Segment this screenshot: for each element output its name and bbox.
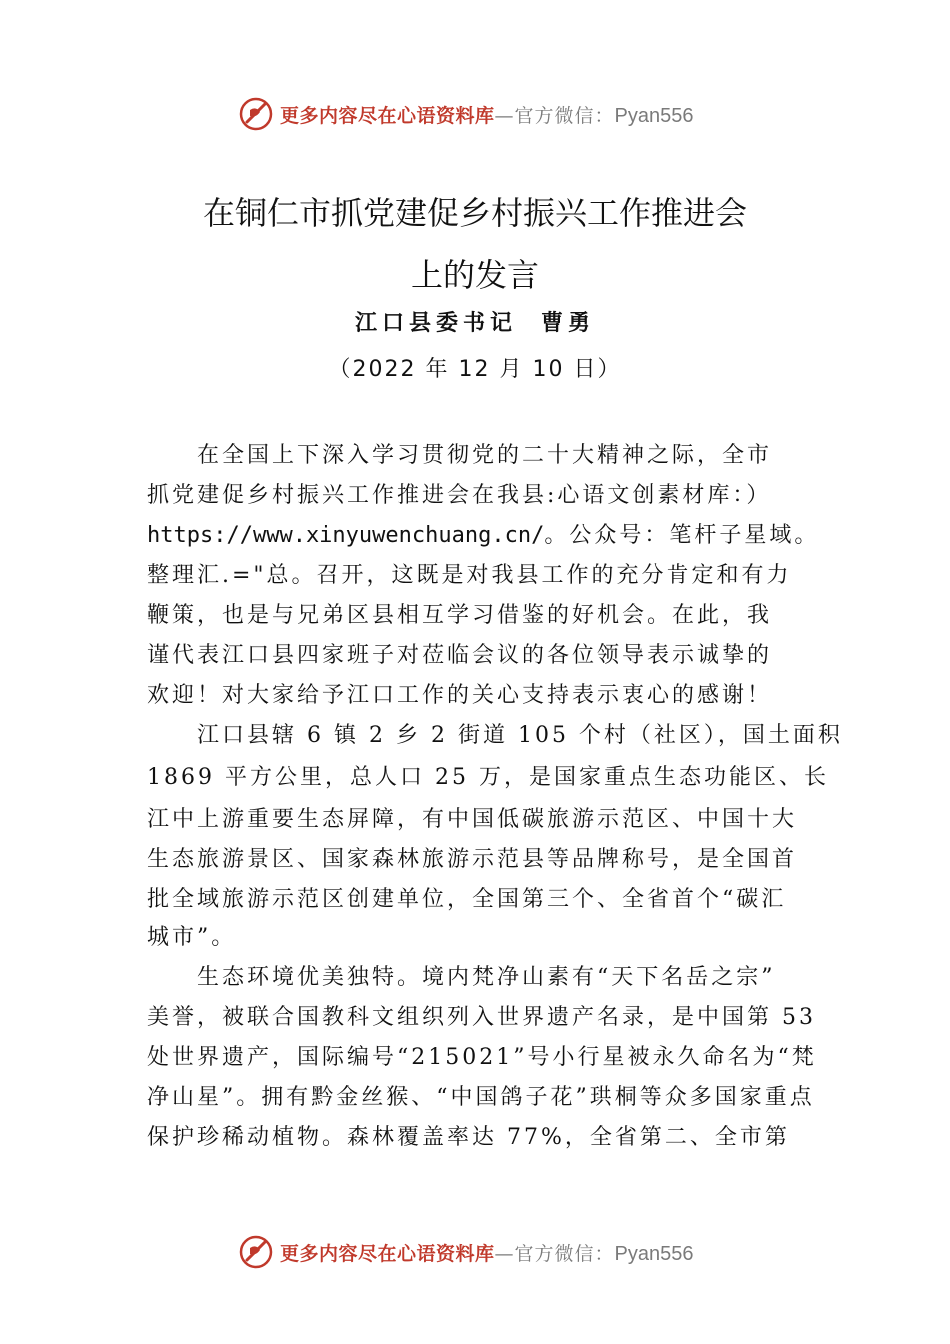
author-name: 曹勇 bbox=[541, 310, 596, 336]
body-line: 生态环境优美独特。境内梵净山素有“天下名岳之宗” bbox=[197, 965, 776, 990]
body-line: 江中上游重要生态屏障，有中国低碳旅游示范区、中国十大 bbox=[147, 807, 798, 832]
watermark-wechat-id: Pyan556 bbox=[614, 1243, 694, 1265]
body-line: 整理汇.="总。召开，这既是对我县工作的充分肯定和有力 bbox=[147, 563, 792, 588]
body-line: 批全域旅游示范区创建单位，全国第三个、全省首个“碳汇 bbox=[147, 887, 787, 912]
body-line bbox=[147, 518, 819, 549]
body-line: 鞭策，也是与兄弟区县相互学习借鉴的好机会。在此，我 bbox=[147, 603, 773, 628]
watermark-brand: 更多内容尽在心语资料库 bbox=[280, 1243, 495, 1265]
library-logo-icon bbox=[238, 96, 274, 132]
watermark-text bbox=[280, 1239, 694, 1266]
body-line: 美誉，被联合国教科文组织列入世界遗产名录，是中国第 53 bbox=[147, 1005, 816, 1030]
body-line: 城市”。 bbox=[147, 925, 237, 950]
body-line-tail: 。公众号：笔杆子星域。 bbox=[544, 523, 820, 548]
page-title-line2: 上的发言 bbox=[410, 256, 539, 294]
body-line: 欢迎！对大家给予江口工作的关心支持表示衷心的感谢！ bbox=[147, 683, 773, 708]
page-title-line1: 在铜仁市抓党建促乡村振兴工作推进会 bbox=[202, 194, 747, 232]
footer-watermark bbox=[0, 1234, 950, 1270]
watermark-label: —官方微信： bbox=[494, 1243, 615, 1265]
body-line: 抓党建促乡村振兴工作推进会在我县:心语文创素材库：） bbox=[147, 483, 772, 508]
body-line: 1869 平方公里，总人口 25 万，是国家重点生态功能区、长 bbox=[147, 765, 829, 790]
author-line bbox=[0, 306, 950, 337]
header-watermark bbox=[0, 96, 950, 132]
body-line: 谨代表江口县四家班子对莅临会议的各位领导表示诚挚的 bbox=[147, 643, 773, 668]
body-line: 生态旅游景区、国家森林旅游示范县等品牌称号，是全国首 bbox=[147, 847, 798, 872]
body-line: 在全国上下深入学习贯彻党的二十大精神之际，全市 bbox=[197, 443, 773, 468]
watermark-brand: 更多内容尽在心语资料库 bbox=[280, 105, 495, 127]
body-line: 保护珍稀动植物。森林覆盖率达 77%，全省第二、全市第 bbox=[147, 1125, 790, 1150]
watermark-text bbox=[280, 101, 694, 128]
speech-date: （2022 年 12 月 10 日） bbox=[328, 357, 622, 382]
body-line: 江口县辖 6 镇 2 乡 2 街道 105 个村（社区），国土面积 bbox=[197, 723, 843, 748]
library-logo-icon bbox=[238, 1234, 274, 1270]
body-line: 净山星”。拥有黔金丝猴、“中国鸽子花”珙桐等众多国家重点 bbox=[147, 1085, 815, 1110]
watermark-label: —官方微信： bbox=[494, 105, 615, 127]
body-line: 处世界遗产，国际编号“215021”号小行星被永久命名为“梵 bbox=[147, 1045, 817, 1070]
watermark-wechat-id: Pyan556 bbox=[614, 105, 694, 127]
body-url: https://www.xinyuwenchuang.cn/ bbox=[147, 523, 545, 548]
author-role: 江口县委书记 bbox=[354, 310, 517, 336]
